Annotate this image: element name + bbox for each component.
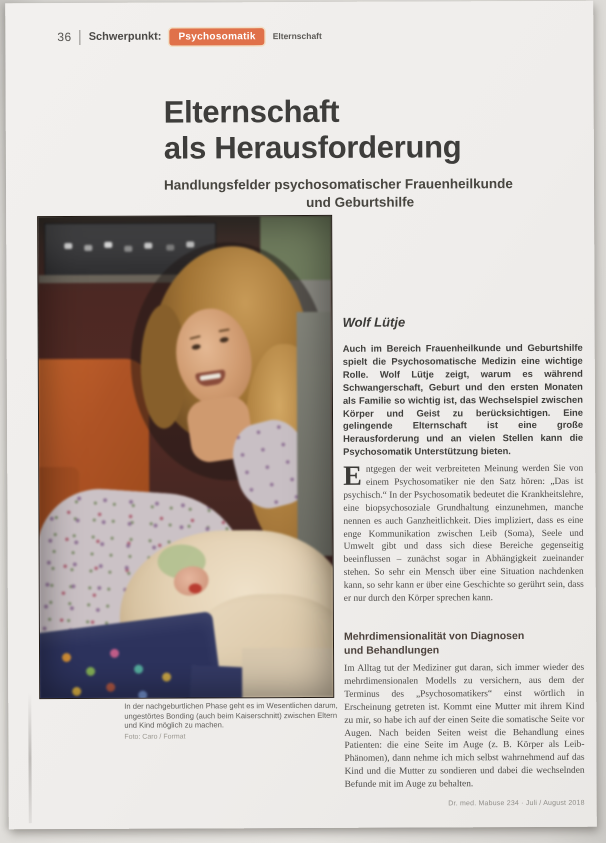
page-number: 36 (57, 30, 72, 45)
article-paragraph-2: Im Alltag tut der Mediziner gut daran, sich immer wieder des mehrdimensionalen Modells zu versichern, aus dem der Terminus des „Psychosomatikers“ einst wörtlich in Erscheinung getreten ist. Kommt eine Mutter mit ihrem Kind zu mir, so habe ich auf der einen Seite die somatische Seite vor Augen. Nach beiden Seiten weist die Behandlung eines Patienten: die eine Seite im Auge (z. B. Körper als Leib-Phänomen), dann nehme ich mich selbst wahrnehmend auf das Kind und die Mutter zu sondieren und dabei die wechselnden Befunde mit im Auge zu behalten. (344, 662, 585, 790)
photo-illustration (38, 216, 333, 698)
article-topic-label: Elternschaft (272, 31, 322, 42)
paper-crease (28, 693, 32, 823)
photo-caption (124, 701, 340, 742)
page-paper (5, 1, 597, 830)
journal-footer: Dr. med. Mabuse 234 · Juli / August 2018 (448, 799, 585, 808)
article-title-line2: als Herausforderung (163, 129, 462, 166)
dropcap-letter: E (343, 460, 363, 492)
photo-vignette (38, 216, 333, 698)
photo-caption-text: In der nachgeburtlichen Phase geht es im Wesentlichen darum, ungestörtes Bonding (auch beim Kaiserschnitt) zwischen Eltern und Kind möglich zu machen. (124, 700, 338, 730)
article-subtitle-line1: Handlungsfelder psychosomatischer Frauenheilkunde (163, 176, 513, 193)
section-heading-line1: Mehrdimensionalität von Diagnosen (343, 630, 525, 643)
paragraph-1-text: ntgegen der weit verbreiteten Meinung werden Sie von einem Psychosomatiker nie den Satz hören: „Das ist psychisch.“ In der Psychosomatik bedeutet die Krankheitslehre, eine biopsychosoziale Grundhaltung einzunehmen, manche nennen es auch Ganzheitlichkeit. Dies impliziert, dass es eine enge Kommunikation zwischen Leib (Soma), Seele und Umwelt gibt und dass sich diese Bereiche gegenseitig beeinflussen – zunächst sogar in Abhängigkeit zueinander stehen. So sehr ein Mensch über eine Situation nachdenken kann, so sehr kann er über eine Geschichte so gerührt sein, dass er nur durch den Körper sprechen kann. (343, 463, 584, 604)
section-badge: Psychosomatik (169, 28, 264, 45)
article-paragraph-1 (343, 460, 584, 606)
section-heading-line2: und Behandlungen (344, 643, 440, 657)
article-title-line1: Elternschaft (163, 93, 340, 130)
page-header (57, 28, 322, 46)
photo-credit: Foto: Caro / Format (124, 733, 186, 741)
article-subtitle (164, 175, 556, 213)
header-divider (80, 30, 81, 45)
article-title (164, 93, 462, 166)
article-intro: Auch im Bereich Frauenheilkunde und Geburtshilfe spielt die Psychosomatische Medizin eine wichtige Rolle. Wolf Lütje zeigt, warum es während Schwangerschaft, Geburt und den ersten Monaten als Familie so wichtig ist, das Wechselspiel zwischen Körper und Geist zu berücksichtigen. Eine gelingende Elternschaft ist eine große Herausforderung und an vielen Stellen kann die Psychosomatik Unterstützung bieten. (342, 341, 584, 458)
author-name: Wolf Lütje (342, 314, 406, 330)
article-photo (37, 215, 334, 699)
section-heading (344, 630, 524, 658)
article-subtitle-line2: und Geburtshilfe (306, 194, 415, 210)
section-label: Schwerpunkt: (88, 30, 162, 44)
